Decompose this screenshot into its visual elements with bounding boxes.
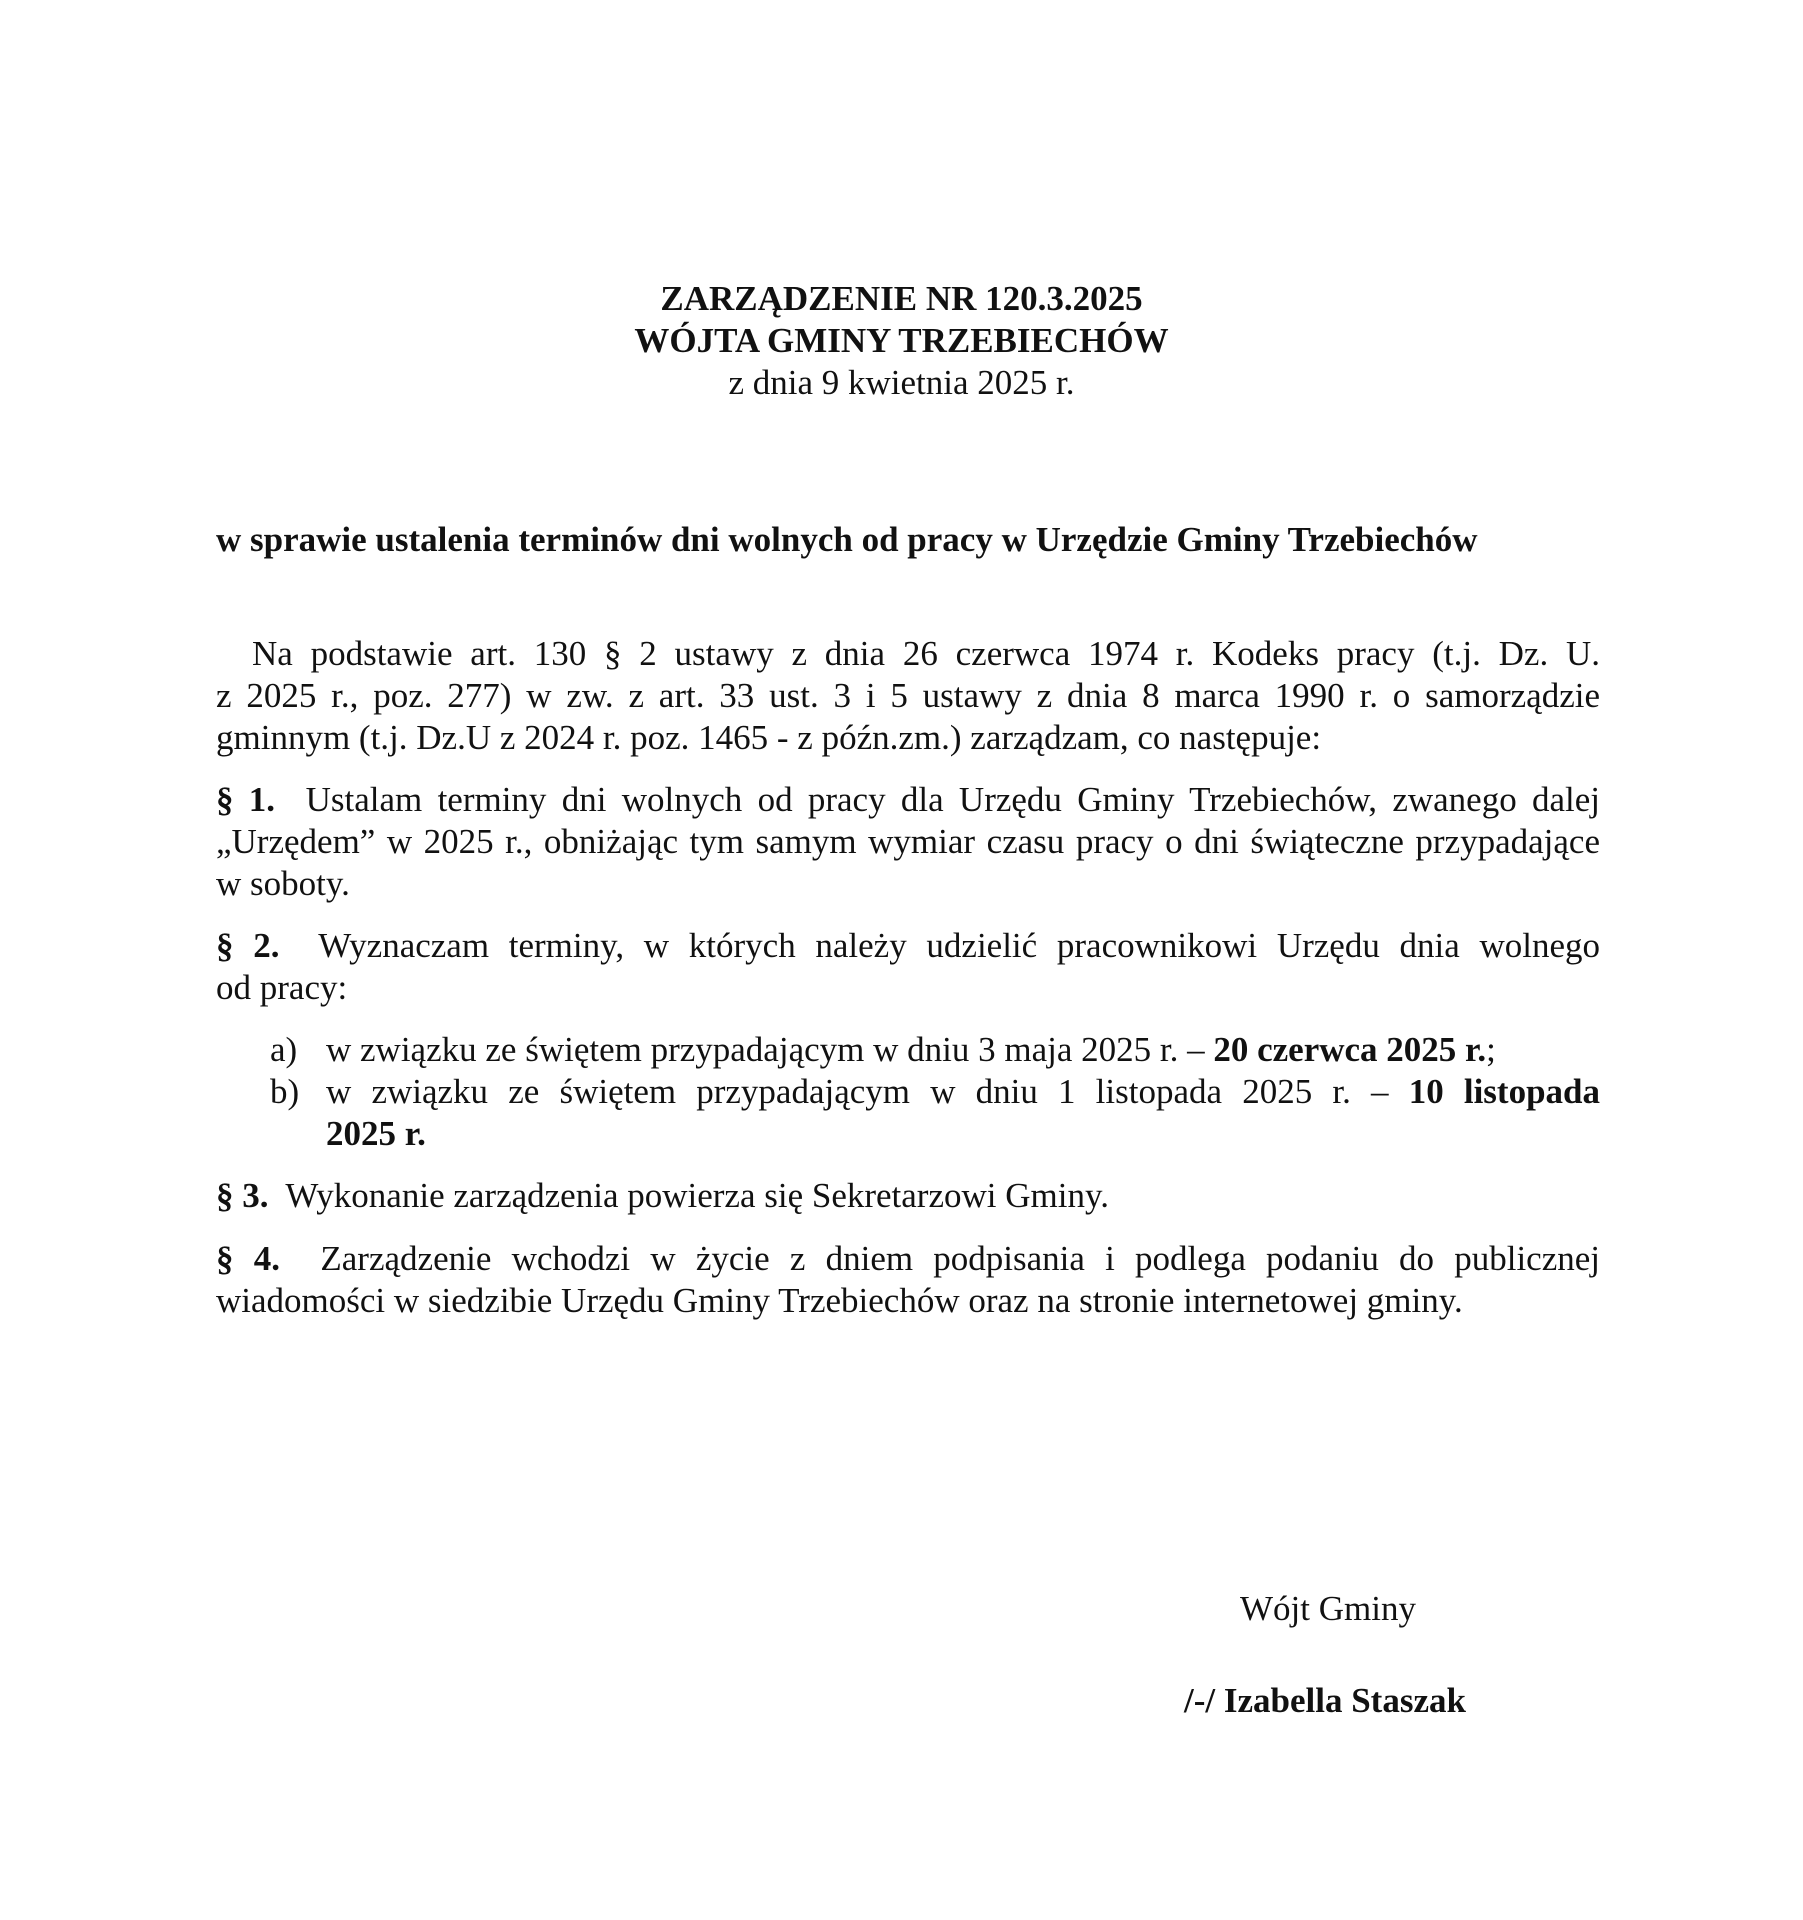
paragraph-4 [216,1238,1600,1322]
paragraph-2-mark: § 2. [216,926,280,965]
list-item-b-text: w związku ze świętem przypadającym w dniu 1 listopada 2025 r. – [326,1072,1409,1111]
paragraph-1-line: w soboty. [216,864,350,903]
paragraph-3-mark: § 3. [216,1176,269,1215]
paragraph-4-mark: § 4. [216,1239,280,1278]
list-item-text [326,1029,1600,1071]
list-item-text-cont [326,1113,1600,1155]
list-item-label: b) [270,1072,300,1111]
paragraph-1-mark: § 1. [216,780,276,819]
paragraph-1-line: „Urzędem” w 2025 r., obniżając tym samym wymiar czasu pracy o dni świąteczne przypadające [216,822,1600,861]
preamble-line: Na podstawie art. 130 § 2 ustawy z dnia 26 czerwca 1974 r. Kodeks pracy (t.j. Dz. U. [252,634,1600,673]
paragraph-3 [216,1175,1600,1217]
signature-title: Wójt Gminy [1240,1589,1416,1628]
ordinance-number: ZARZĄDZENIE NR 120.3.2025 [660,279,1143,318]
ordinance-date: z dnia 9 kwietnia 2025 r. [728,363,1075,402]
list-item-a-tail: ; [1486,1030,1496,1069]
paragraph-4-line: wiadomości w siedzibie Urzędu Gminy Trzebiechów oraz na stronie internetowej gminy. [216,1281,1463,1320]
list-item-b-date-year: 2025 r. [326,1114,426,1153]
issuer-title: WÓJTA GMINY TRZEBIECHÓW [634,321,1169,360]
signature-name: /-/ Izabella Staszak [1184,1681,1466,1720]
subject-line: w sprawie ustalenia terminów dni wolnych od pracy w Urzędzie Gminy Trzebiechów [216,520,1478,559]
list-item-a-date: 20 czerwca 2025 r. [1213,1030,1487,1069]
preamble-line: z 2025 r., poz. 277) w zw. z art. 33 ust. 3 i 5 ustawy z dnia 8 marca 1990 r. o samorządzie [216,676,1600,715]
list-item-label: a) [270,1030,298,1069]
paragraph-4-line [216,1238,1600,1280]
paragraph-1-line [216,779,1600,821]
paragraph-1 [216,779,1600,905]
paragraph-2-line [216,925,1600,967]
list-item-b-date: 10 listopada [1408,1072,1601,1111]
paragraph-4-text: Zarządzenie wchodzi w życie z dniem podpisania i podlega podaniu do publicznej [320,1239,1601,1278]
paragraph-2-text: Wyznaczam terminy, w których należy udzielić pracownikowi Urzędu dnia wolnego [318,926,1601,965]
paragraph-3-line [216,1175,1600,1217]
list-item-a-text: w związku ze świętem przypadającym w dniu 3 maja 2025 r. – [326,1030,1214,1069]
preamble-line: gminnym (t.j. Dz.U z 2024 r. poz. 1465 - z późn.zm.) zarządzam, co następuje: [216,718,1322,757]
paragraph-2-line: od pracy: [216,968,348,1007]
paragraph-1-text: Ustalam terminy dni wolnych od pracy dla Urzędu Gminy Trzebiechów, zwanego dalej [305,780,1601,819]
paragraph-2 [216,925,1600,1009]
preamble [216,633,1600,759]
list-item-text [326,1071,1600,1113]
paragraph-3-text: Wykonanie zarządzenia powierza się Sekretarzowi Gminy. [285,1176,1109,1215]
